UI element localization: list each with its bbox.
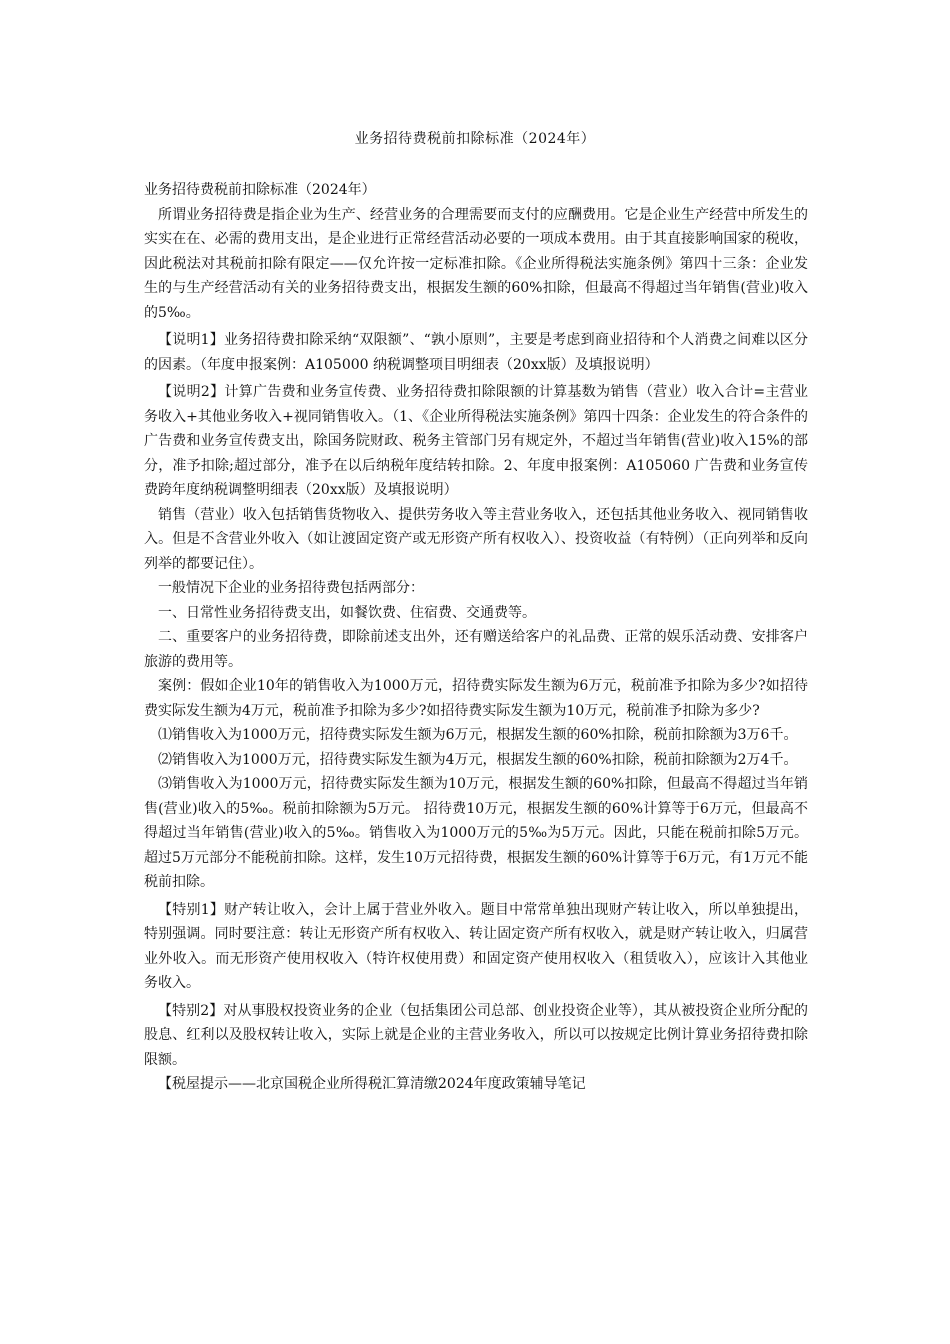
paragraph-definition: 所谓业务招待费是指企业为生产、经营业务的合理需要而支付的应酬费用。它是企业生产经营中所发生的实实在在、必需的费用支出，是企业进行正常经营活动必要的一项成本费用。由于其直接影响国家的税收，因此税法对其税前扣除有限定——仅允许按一定标准扣除。《企业所得税法实施条例》第四十三条：企业发生的与生产经营活动有关的业务招待费支出，根据发生额的60%扣除，但最高不得超过当年销售(营业)收入的5‰。 — [144, 206, 808, 321]
paragraph-case-3: ⑶销售收入为1000万元，招待费实际发生额为10万元，根据发生额的60%扣除，但最高不得超过当年销售(营业)收入的5‰。税前扣除额为5万元。 招待费10万元，根据发生额的60%计算等于6万元，但最高不得超过当年销售(营业)收入的5‰。销售收入为1000万元的5‰为5万元。因此，只能在税前扣除5万元。超过5万元部分不能税前扣除。这样，发生10万元招待费，根据发生额的60%计算等于6万元，有1万元不能税前扣除。 — [144, 776, 808, 890]
body-heading: 业务招待费税前扣除标准（2024年） — [144, 182, 376, 198]
paragraph-case: 案例：假如企业10年的销售收入为1000万元，招待费实际发生额为6万元，税前准予扣除为多少?如招待费实际发生额为4万元，税前准予扣除为多少?如招待费实际发生额为10万元，税前准予扣除为多少? — [144, 678, 808, 719]
paragraph-special-1: 【特别1】财产转让收入，会计上属于营业外收入。题目中常常单独出现财产转让收入，所以单独提出，特别强调。同时要注意：转让无形资产所有权收入、转让固定资产所有权收入，就是财产转让收入，归属营业外收入。而无形资产使用权收入（特许权使用费）和固定资产使用权收入（租赁收入），应该计入其他业务收入。 — [144, 901, 808, 991]
paragraph-special-2: 【特别2】对从事股权投资业务的企业（包括集团公司总部、创业投资企业等），其从被投资企业所分配的股息、红利以及股权转让收入，实际上就是企业的主营业务收入，所以可以按规定比例计算业务招待费扣除限额。 — [144, 1002, 808, 1068]
paragraph-item-2: 二、重要客户的业务招待费，即除前述支出外，还有赠送给客户的礼品费、正常的娱乐活动费、安排客户旅游的费用等。 — [144, 629, 808, 670]
paragraph-sales-income: 销售（营业）收入包括销售货物收入、提供劳务收入等主营业务收入，还包括其他业务收入、视同销售收入。但是不含营业外收入（如让渡固定资产或无形资产所有权收入）、投资收益（有特例）（正向列举和反向列举的都要记住）。 — [144, 506, 808, 572]
paragraph-item-1: 一、日常性业务招待费支出，如餐饮费、住宿费、交通费等。 — [158, 604, 536, 621]
paragraph-case-2: ⑵销售收入为1000万元，招待费实际发生额为4万元，根据发生额的60%扣除，税前扣除额为2万4千。 — [158, 751, 798, 768]
paragraph-case-1: ⑴销售收入为1000万元，招待费实际发生额为6万元，根据发生额的60%扣除，税前扣除额为3万6千。 — [158, 727, 798, 743]
document-title: 业务招待费税前扣除标准（2024年） — [354, 131, 596, 147]
paragraph-general-intro: 一般情况下企业的业务招待费包括两部分： — [158, 580, 424, 596]
paragraph-footer-note: 【税屋提示——北京国税企业所得税汇算清缴2024年度政策辅导笔记 — [158, 1076, 586, 1092]
paragraph-note-2: 【说明2】计算广告费和业务宣传费、业务招待费扣除限额的计算基数为销售（营业）收入合计=主营业务收入+其他业务收入+视同销售收入。（1、《企业所得税法实施条例》第四十四条：企业发生的符合条件的广告费和业务宣传费支出，除国务院财政、税务主管部门另有规定外，不超过当年销售(营业)收入15%的部分，准予扣除;超过部分，准予在以后纳税年度结转扣除。2、年度申报案例：A105060 广告费和业务宣传费跨年度纳税调整明细表（20xx版）及填报说明） — [144, 384, 808, 498]
document-body — [144, 178, 808, 1097]
paragraph-note-1: 【说明1】业务招待费扣除采纳“双限额”、“孰小原则”，主要是考虑到商业招待和个人消费之间难以区分的因素。（年度申报案例：A105000 纳税调整项目明细表（20xx版）及填报说明） — [144, 332, 808, 373]
